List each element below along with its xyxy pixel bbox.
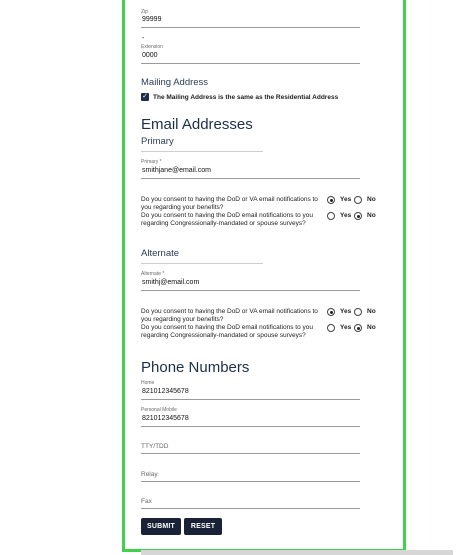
primary-surveys-yes-radio[interactable] [327,212,335,220]
submit-button[interactable]: SUBMIT [141,518,181,535]
tty-input[interactable]: TTY/TDD [141,443,169,450]
mobile-phone-input[interactable]: 821012345678 [142,415,189,422]
alternate-consent-benefits-question: Do you consent to having the DoD or VA email notifications to you regarding your benefits? [141,308,318,323]
home-phone-input[interactable]: 821012345678 [142,388,189,395]
alternate-benefits-no-radio[interactable] [354,308,362,316]
fax-input[interactable]: Fax [141,498,152,505]
extension-underline [141,63,360,64]
primary-benefits-no-label: No [367,196,376,203]
relay-input[interactable]: Relay [141,471,158,478]
extension-input[interactable]: 0000 [142,52,158,59]
alternate-benefits-no-label: No [367,308,376,315]
alternate-consent-surveys-question: Do you consent to having the DoD email notifications to you regarding Congressionally-mandated or spouse surveys? [141,324,313,339]
primary-consent-benefits-question: Do you consent to having the DoD or VA email notifications to you regarding your benefits? [141,196,318,211]
primary-consent-surveys-question: Do you consent to having the DoD email notifications to you regarding Congressionally-mandated or spouse surveys? [141,212,313,227]
email-section-title: Email Addresses [141,116,253,133]
horizontal-scrollbar[interactable] [141,550,453,555]
primary-email-input[interactable]: smithjane@email.com [142,167,211,174]
alternate-divider [141,263,263,264]
alternate-surveys-no-radio[interactable] [354,324,362,332]
primary-surveys-yes-label: Yes [340,212,352,219]
primary-benefits-yes-label: Yes [340,196,352,203]
alternate-subheading: Alternate [141,248,180,259]
primary-benefits-no-radio[interactable] [354,196,362,204]
alternate-benefits-yes-radio[interactable] [327,308,335,316]
primary-surveys-no-label: No [367,212,376,219]
tty-underline [141,453,360,454]
relay-underline [141,481,360,482]
zip-label: Zip [141,9,148,15]
home-phone-label: Home [141,380,155,386]
primary-surveys-no-radio[interactable] [354,212,362,220]
home-phone-underline [141,399,360,400]
fax-underline [141,508,360,509]
mobile-phone-label: Personal Mobile [141,407,177,413]
primary-benefits-yes-radio[interactable] [327,196,335,204]
mailing-heading: Mailing Address [141,77,209,88]
primary-email-underline [141,178,360,179]
alternate-email-input[interactable]: smithj@email.com [142,279,200,286]
alternate-email-underline [141,290,360,291]
same-address-checkbox[interactable]: ✓ [142,93,148,100]
extension-label: Extension [141,44,163,50]
alternate-benefits-yes-label: Yes [340,308,352,315]
primary-subheading: Primary [141,136,174,147]
same-address-label: The Mailing Address is the same as the Residential Address [153,94,339,101]
reset-button[interactable]: RESET [184,518,222,535]
zip-dash: - [142,35,145,42]
zip-input[interactable]: 99999 [142,16,162,23]
mobile-phone-underline [141,426,360,427]
alternate-surveys-yes-label: Yes [340,324,352,331]
primary-divider [141,151,263,152]
alternate-surveys-no-label: No [367,324,376,331]
zip-underline [141,27,360,28]
alternate-email-label: Alternate * [141,271,165,277]
primary-email-label: Primary * [141,159,162,165]
alternate-surveys-yes-radio[interactable] [327,324,335,332]
phone-section-title: Phone Numbers [141,359,250,376]
